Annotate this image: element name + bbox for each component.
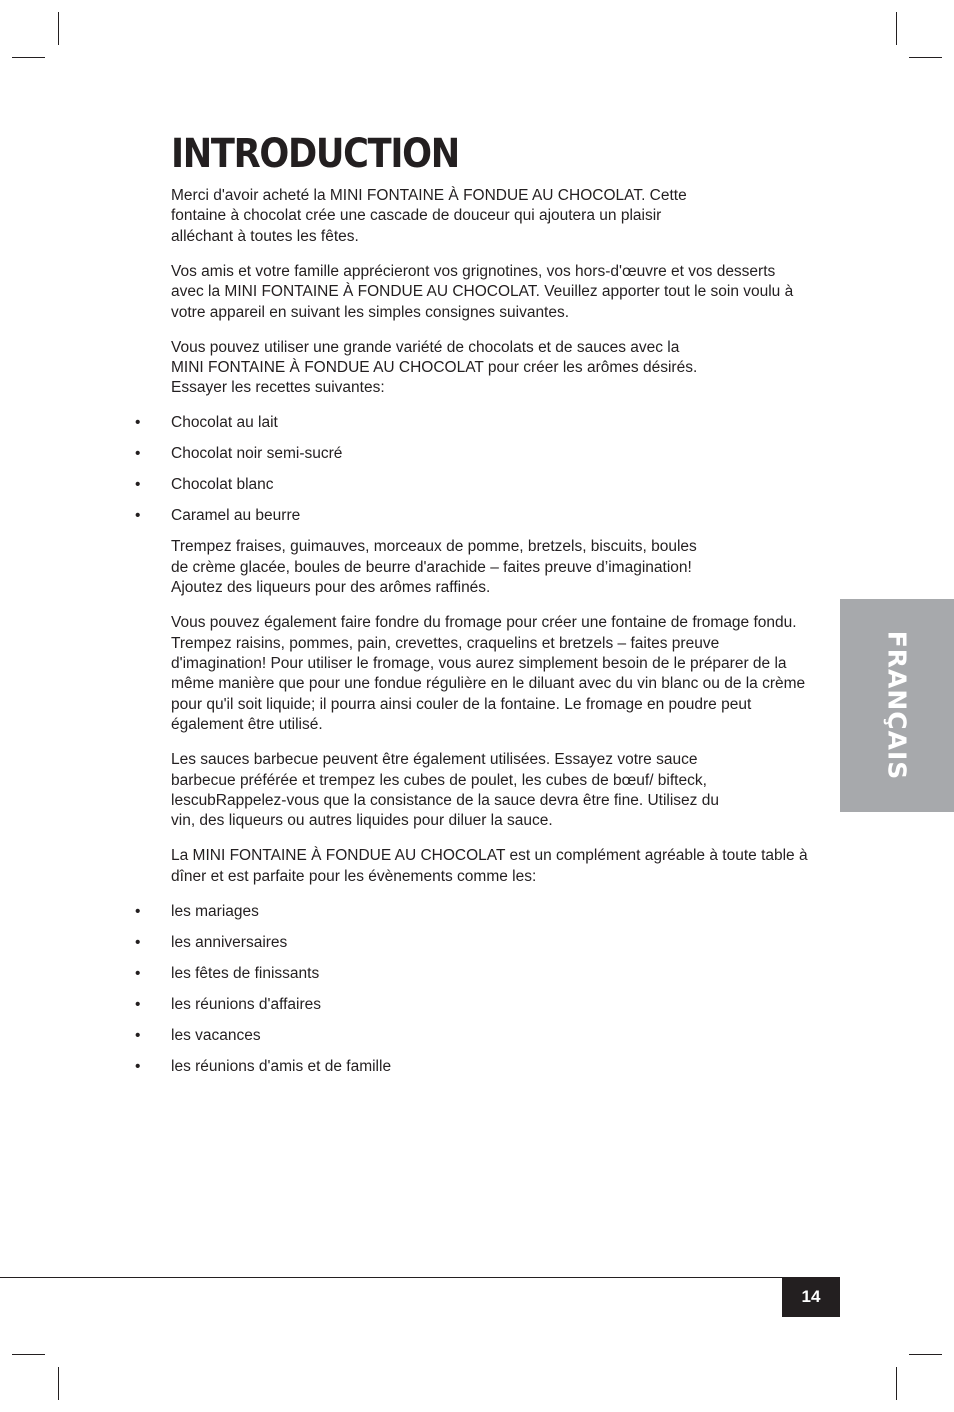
crop-mark-top-left (58, 12, 59, 45)
list-item: • Caramel au beurre (171, 506, 811, 526)
crop-mark-bottom-left (12, 1354, 45, 1355)
list-item: • les anniversaires (171, 933, 811, 953)
list-item: • les fêtes de finissants (171, 964, 811, 984)
body-paragraph: Les sauces barbecue peuvent être également utilisées. Essayez votre sauce barbecue préférée et trempez les cubes de poulet, les cubes de bœuf/ bifteck, lescubRappelez-vous que la consistance de la sauce devra être fine. Utilisez du vin, des liqueurs ou autres liquides pour diluer la sauce. (171, 751, 719, 830)
language-tab (840, 599, 954, 812)
body-paragraph: Vous pouvez également faire fondre du fromage pour créer une fontaine de fromage fondu. Trempez raisins, pommes, pain, crevettes, craquelins et bretzels – faites preuve d'imagination! Pour utiliser le fromage, vous aurez simplement besoin de le préparer de la même manière que pour une fondue régulière en le diluant avec du vin blanc ou de la crème pour qu'il soit liquide; il pourra ainsi couler de la fontaine. Le fromage en poudre peut également être utilisé. (171, 614, 806, 734)
list-item: • Chocolat au lait (171, 413, 811, 433)
language-tab-label: FRANÇAIS (882, 630, 912, 781)
intro-paragraph: Vous pouvez utiliser une grande variété de chocolats et de sauces avec la MINI FONTAINE À FONDUE AU CHOCOLAT pour créer les arômes désirés. Essayer les recettes suivantes: (171, 338, 698, 397)
body-paragraph: La MINI FONTAINE À FONDUE AU CHOCOLAT est un complément agréable à toute table à dîner et est parfaite pour les évènements comme les: (171, 847, 808, 885)
crop-mark-bottom-right (896, 1367, 897, 1400)
events-list (171, 902, 811, 1077)
recipes-list (171, 413, 811, 526)
crop-mark-top-right (909, 57, 942, 58)
list-item: • les vacances (171, 1026, 811, 1046)
list-item: • Chocolat noir semi-sucré (171, 444, 811, 464)
page-number: 14 (782, 1277, 840, 1317)
crop-mark-top-left (12, 57, 45, 58)
list-item: • les réunions d'amis et de famille (171, 1057, 811, 1077)
list-item: • Chocolat blanc (171, 475, 811, 495)
crop-mark-bottom-left (58, 1367, 59, 1400)
crop-mark-top-right (896, 12, 897, 45)
page-title: INTRODUCTION (171, 131, 459, 177)
intro-paragraph: Vos amis et votre famille apprécieront vos grignotines, vos hors-d'œuvre et vos desserts avec la MINI FONTAINE À FONDUE AU CHOCOLAT. Veuillez apporter tout le soin voulu à votre appareil en suivant les simples consignes suivantes. (171, 262, 794, 321)
body-paragraph: Trempez fraises, guimauves, morceaux de pomme, bretzels, biscuits, boules de crème glacée, boules de beurre d'arachide – faites preuve d’imagination! Ajoutez des liqueurs pour des arômes raffinés. (171, 538, 697, 597)
list-item: • les réunions d'affaires (171, 995, 811, 1015)
crop-mark-bottom-right (909, 1354, 942, 1355)
main-content (171, 186, 811, 1088)
list-item: • les mariages (171, 902, 811, 922)
footer-rule (0, 1277, 840, 1278)
intro-paragraph: Merci d'avoir acheté la MINI FONTAINE À FONDUE AU CHOCOLAT. Cette fontaine à chocolat crée une cascade de douceur qui ajoutera un plaisir alléchant à toutes les fêtes. (171, 187, 687, 245)
